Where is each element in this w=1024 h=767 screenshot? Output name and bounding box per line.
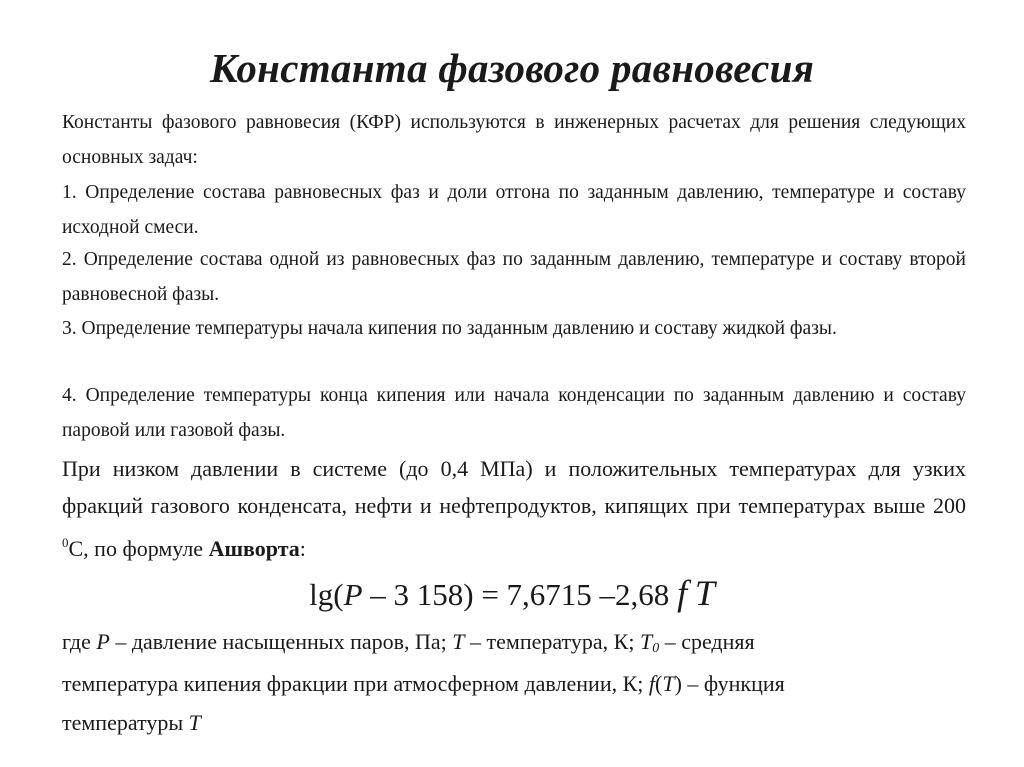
- ashworth-text-after: С, по формуле: [68, 536, 209, 561]
- task-item-4: 4. Определение температуры конца кипения или начала конденсации по заданным давлению и составу паровой или газовой фазы.: [62, 385, 966, 441]
- degree-superscript: 0: [62, 535, 69, 550]
- ashworth-text-before: При низком давлении в системе (до 0,4 МПа) и положительных температурах для узких фракций газового конденсата, нефти и нефтепродуктов, кипящих при температурах выше 200: [62, 456, 966, 518]
- legend-var-t: T: [452, 629, 465, 654]
- legend-line-3: [62, 710, 201, 736]
- task-item-3: 3. Определение температуры начала кипения по заданным давлению и составу жидкой фазы.: [62, 318, 837, 339]
- legend-text: где: [62, 629, 97, 654]
- legend-line-1: [62, 629, 755, 657]
- ashworth-formula: [0, 572, 1024, 614]
- formula-t: T: [694, 573, 715, 613]
- legend-subscript: 0: [652, 641, 660, 656]
- intro-paragraph: Константы фазового равновесия (КФР) используются в инженерных расчетах для решения следующих основных задач:: [62, 112, 966, 168]
- ashworth-colon: :: [299, 536, 306, 561]
- ashworth-name: Ашворта: [208, 536, 300, 561]
- legend-var-t: T: [662, 671, 675, 696]
- legend-text: – давление насыщенных паров, Па;: [109, 629, 453, 654]
- legend-var-p: P: [96, 629, 110, 654]
- formula-p: P: [343, 577, 363, 612]
- formula-middle: – 3 158) = 7,6715 –2,68: [362, 577, 678, 612]
- legend-line-2: [62, 671, 785, 697]
- legend-text: (: [655, 671, 663, 696]
- legend-text: – средняя: [659, 629, 755, 654]
- legend-var-t0: T: [639, 629, 653, 654]
- legend-text: – температура, К;: [464, 629, 640, 654]
- formula-f: f: [677, 573, 688, 613]
- legend-var-f: f: [648, 671, 656, 696]
- task-item-1: 1. Определение состава равновесных фаз и доли отгона по заданным давлению, температуре и составу исходной смеси.: [62, 182, 966, 238]
- ashworth-paragraph: [62, 450, 966, 567]
- task-item-2: 2. Определение состава одной из равновесных фаз по заданным давлению, температуре и составу второй равновесной фазы.: [62, 249, 966, 305]
- formula-lg: lg(: [309, 577, 344, 612]
- legend-text: температуры: [62, 710, 189, 735]
- legend-var-t: T: [188, 710, 201, 735]
- slide-title: Константа фазового равновесия: [209, 45, 815, 91]
- legend-text: температура кипения фракции при атмосферном давлении, К;: [62, 671, 649, 696]
- legend-text: ) – функция: [674, 671, 785, 696]
